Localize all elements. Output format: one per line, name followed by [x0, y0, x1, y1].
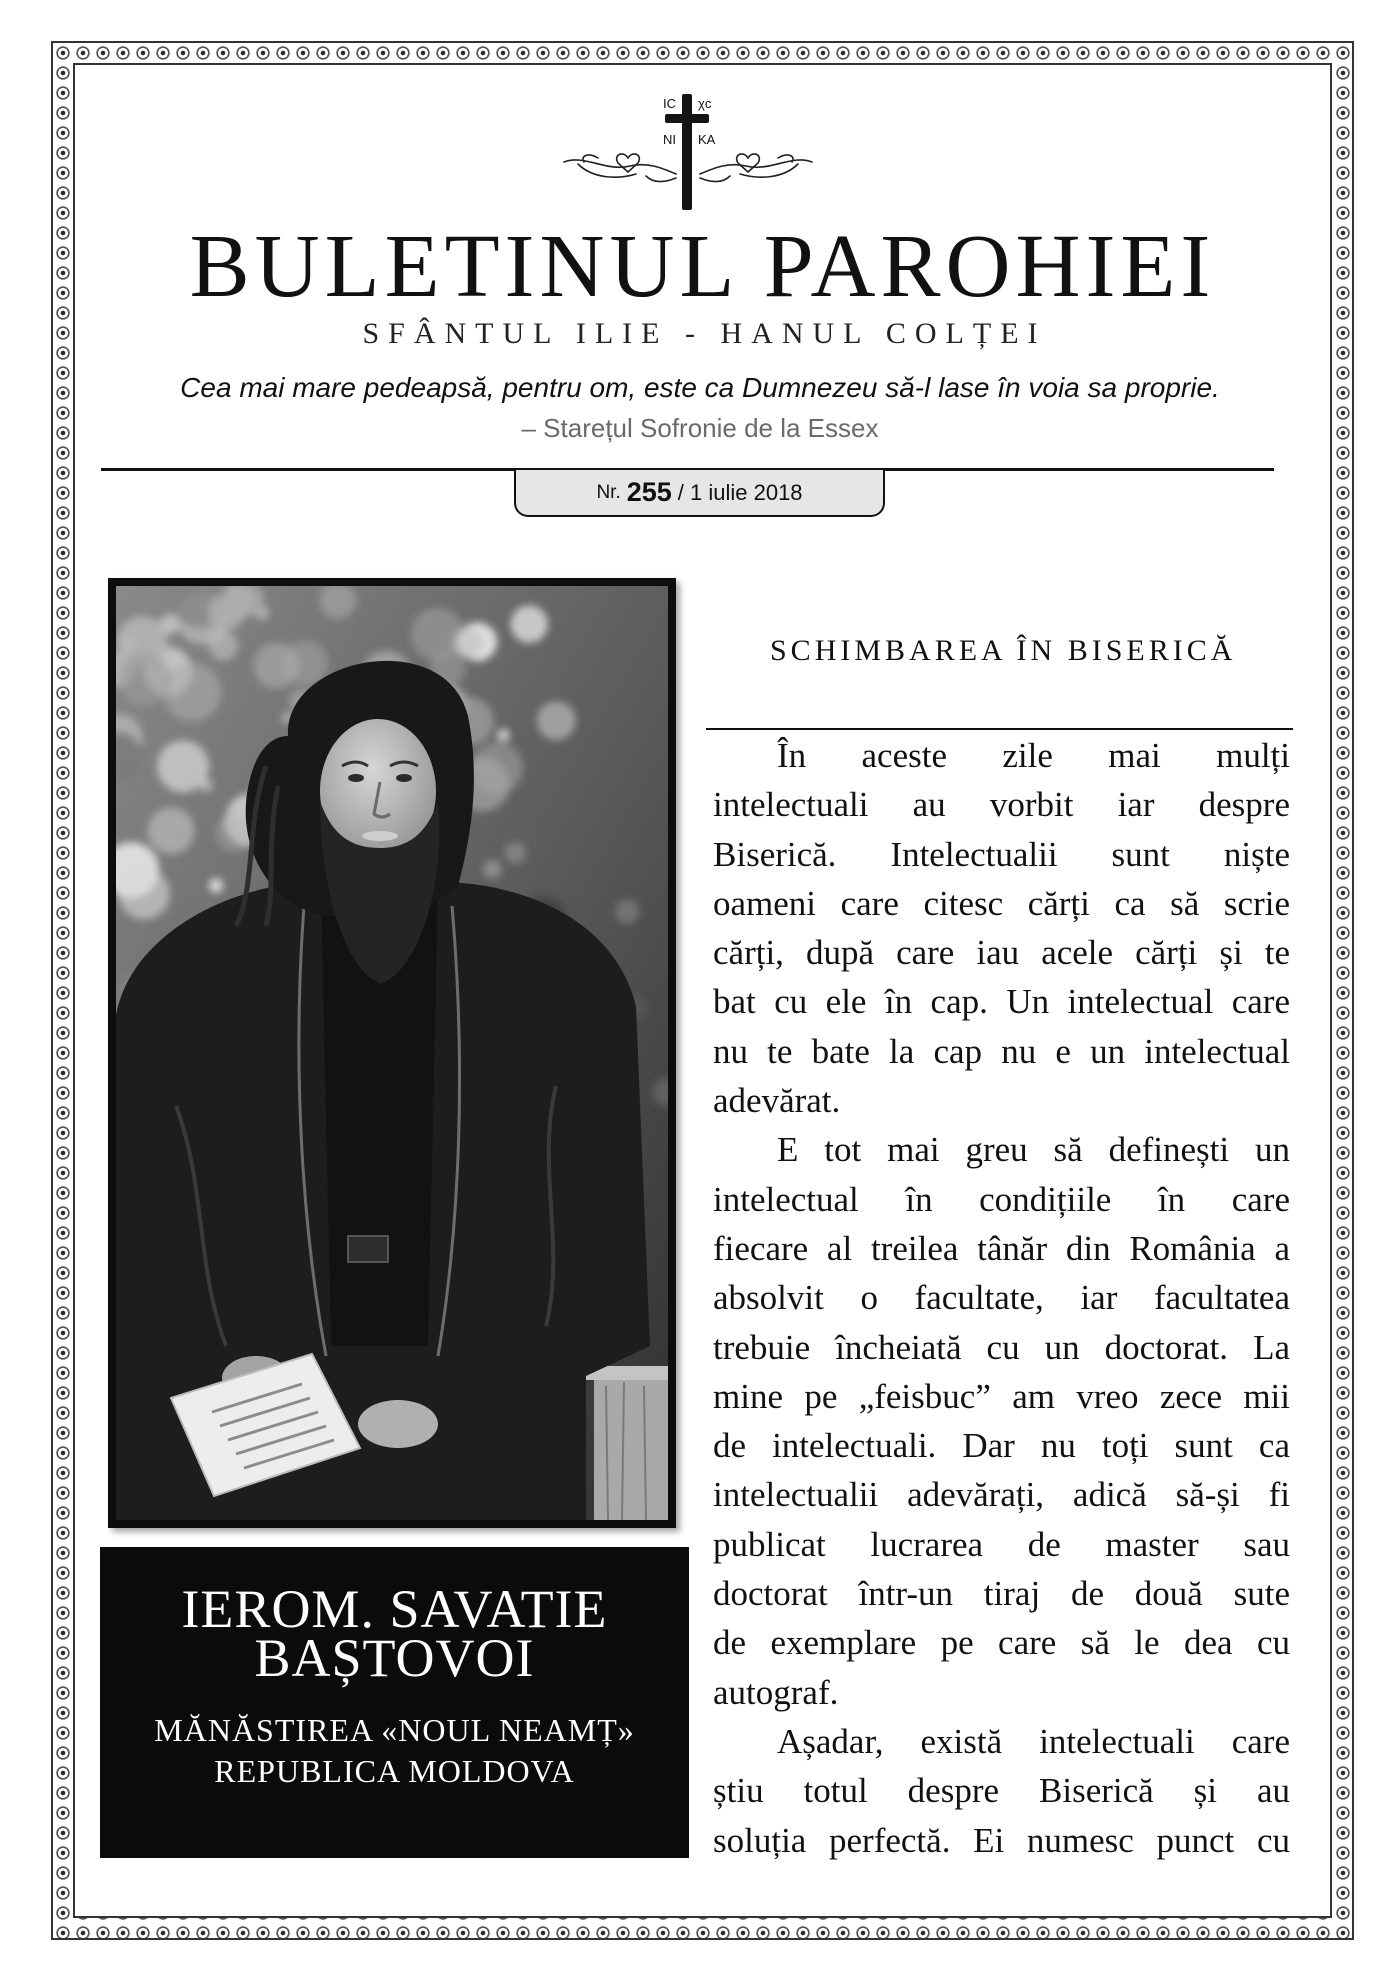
bokeh-spot — [163, 663, 221, 721]
text-line: Așadar, există intelectuali care — [777, 1721, 1290, 1761]
bokeh-spot — [615, 899, 640, 924]
issue-number: 255 — [626, 477, 672, 507]
text-line: adevărat. — [713, 1081, 841, 1121]
text-line: intelectualii adevărați, adică să-și fi — [713, 1475, 1290, 1515]
text-line: trebuie încheiată cu un doctorat. La — [713, 1327, 1290, 1367]
article-title: SCHIMBAREA ÎN BISERICĂ — [770, 634, 1237, 667]
portrait-photo-frame — [108, 578, 676, 1528]
newsletter-title: BULETINUL PAROHIEI — [189, 217, 1216, 316]
text-line: soluția perfectă. Ei numesc punct cu — [713, 1820, 1290, 1860]
bokeh-spot — [497, 729, 510, 742]
cross-emblem-icon — [558, 92, 818, 212]
bokeh-spot — [119, 868, 170, 919]
text-line: intelectuali au vorbit iar despre — [713, 785, 1290, 825]
bokeh-spot — [148, 807, 195, 854]
bokeh-spot — [208, 594, 244, 630]
text-line: intelectual în condițiile în care — [713, 1179, 1290, 1219]
bokeh-spot — [483, 860, 501, 878]
quote-author: – Starețul Sofronie de la Essex — [521, 413, 879, 443]
text-line: fiecare al treilea tânăr din România a — [713, 1228, 1290, 1268]
bokeh-spot — [209, 631, 239, 661]
issue-date: / 1 iulie 2018 — [677, 479, 803, 505]
text-line: autograf. — [713, 1672, 839, 1712]
text-line: publicat lucrarea de master sau — [713, 1524, 1290, 1564]
article-body — [713, 731, 1290, 1865]
bokeh-spot — [537, 701, 576, 740]
bokeh-spot — [157, 741, 209, 793]
text-line: nu te bate la cap nu e un intelectual — [713, 1031, 1290, 1071]
emblem-letters-tr: χc — [698, 96, 712, 111]
text-line: E tot mai greu să definești un — [777, 1130, 1290, 1170]
text-line: cărți, după care iau acele cărți și te — [713, 933, 1290, 973]
article-title-divider — [706, 728, 1293, 730]
cross-horizontal-bar — [665, 114, 709, 123]
belt-buckle — [348, 1236, 388, 1262]
paragraph — [713, 1125, 1290, 1717]
author-name-line2: BAȘTOVOI — [254, 1628, 535, 1688]
bokeh-spot — [511, 605, 548, 642]
text-line: bat cu ele în cap. Un intelectual care — [713, 982, 1290, 1022]
author-place-line1: MĂNĂSTIREA «NOUL NEAMȚ» — [154, 1712, 635, 1748]
eye-right — [396, 774, 412, 782]
paragraph — [713, 731, 1290, 1125]
text-line: doctorat într-un tiraj de două sute — [713, 1574, 1290, 1614]
author-caption — [100, 1547, 689, 1858]
bokeh-spot — [209, 879, 223, 893]
eye-left — [348, 774, 364, 782]
text-line: mine pe „feisbuc” am vreo zece mii — [713, 1376, 1290, 1416]
emblem-letters-bl: NI — [663, 132, 676, 147]
bokeh-spot — [505, 842, 526, 863]
cross-vertical-bar — [682, 94, 692, 210]
text-line: Biserică. Intelectualii sunt niște — [713, 834, 1290, 874]
issue-label: Nr. — [596, 481, 621, 503]
flourish-left-icon — [564, 154, 676, 182]
bokeh-spot — [453, 629, 482, 658]
parish-subtitle: SFÂNTUL ILIE - HANUL COLȚEI — [362, 317, 1047, 350]
text-line: de intelectuali. Dar nu toți sunt ca — [713, 1426, 1290, 1466]
text-line: oameni care citesc cărți ca să scrie — [713, 883, 1290, 923]
author-place-line2: REPUBLICA MOLDOVA — [214, 1753, 575, 1789]
portrait-photo — [116, 586, 668, 1520]
emblem-letters-br: KA — [698, 132, 716, 147]
bokeh-spot — [411, 608, 464, 661]
paragraph — [713, 1717, 1290, 1865]
hand-right — [358, 1400, 438, 1448]
text-line: de exemplare pe care să le dea cu — [713, 1623, 1290, 1663]
bench-post — [586, 1366, 668, 1520]
text-line: În aceste zile mai mulți — [777, 736, 1290, 775]
emblem-letters-tl: IC — [663, 96, 676, 111]
smile — [362, 831, 398, 841]
quote-text: Cea mai mare pedeapsă, pentru om, este ca Dumnezeu să-l lase în voia sa proprie. — [180, 372, 1220, 403]
text-line: absolvit o facultate, iar facultatea — [713, 1278, 1290, 1318]
text-line: știu totul despre Biserică și au — [713, 1771, 1290, 1811]
author-name-line1: IEROM. SAVATIE — [181, 1579, 608, 1639]
bokeh-spot — [118, 653, 171, 706]
issue-tab — [514, 470, 885, 517]
flourish-right-icon — [700, 154, 812, 182]
